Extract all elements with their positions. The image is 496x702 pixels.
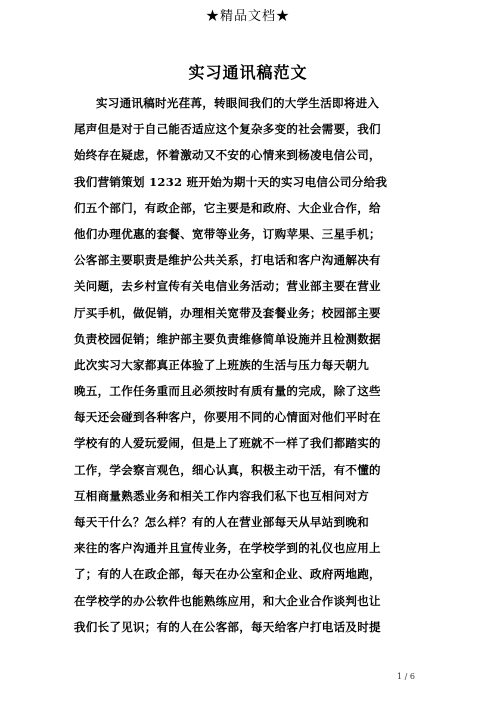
text-line: 尾声但是对于自己能否适应这个复杂多变的社会需要，我们 <box>74 122 381 137</box>
text-line: 公客部主要职责是维护公共关系，打电话和客户沟通解决有 <box>74 253 381 268</box>
text-line: 始终存在疑虑，怀着激动又不安的心情来到杨凌电信公司， <box>74 148 381 163</box>
text-line: 他们办理优惠的套餐、宽带等业务，订购苹果、三星手机； <box>74 226 381 241</box>
text-line: 每天干什么？怎么样？有的人在营业部每天从早站到晚和 <box>74 515 369 529</box>
text-line: 我们长了见识；有的人在公客部，每天给客户打电话及时提 <box>74 619 381 634</box>
text-line: 关问题，去乡村宣传有关电信业务活动；营业部主要在营业 <box>74 279 381 294</box>
text-line: 工作，学会察言观色，细心认真，积极主动干活，有不懂的 <box>74 462 381 477</box>
text-line: 晚五，工作任务重而且必须按时有质有量的完成，除了这些 <box>74 384 381 399</box>
body-paragraph <box>74 90 426 640</box>
text-line: 来往的客户沟通并且宣传业务，在学校学到的礼仪也应用上 <box>74 541 381 556</box>
text-line: 了；有的人在政企部，每天在办公室和企业、政府两地跑， <box>74 567 381 582</box>
page-number: 1 / 6 <box>397 672 415 681</box>
text-line: 在学校学的办公软件也能熟练应用，和大企业合作谈判也让 <box>74 593 381 608</box>
text-line: 我们营销策划 1232 班开始为期十天的实习电信公司分给我 <box>74 174 388 189</box>
text-line: 每天还会碰到各种客户，你要用不同的心情面对他们平时在 <box>74 410 381 425</box>
text-line: 互相商量熟悉业务和相关工作内容我们私下也互相问对方 <box>74 488 369 503</box>
text-line: 们五个部门，有政企部，它主要是和政府、大企业合作，给 <box>74 200 381 215</box>
text-line: 负责校园促销；维护部主要负责维修简单设施并且检测数据 <box>74 331 381 346</box>
document-title: 实习通讯稿范文 <box>188 63 308 82</box>
text-line: 厅买手机，做促销，办理相关宽带及套餐业务；校园部主要 <box>74 305 381 320</box>
text-line: 实习通讯稿时光荏苒，转眼间我们的大学生活即将进入 <box>96 96 380 110</box>
header-mark: ★精品文档★ <box>205 9 290 24</box>
text-line: 学校有的人爱玩爱闹，但是上了班就不一样了我们都踏实的 <box>74 436 381 451</box>
text-line: 此次实习大家都真正体验了上班族的生活与压力每天朝九 <box>74 357 369 372</box>
